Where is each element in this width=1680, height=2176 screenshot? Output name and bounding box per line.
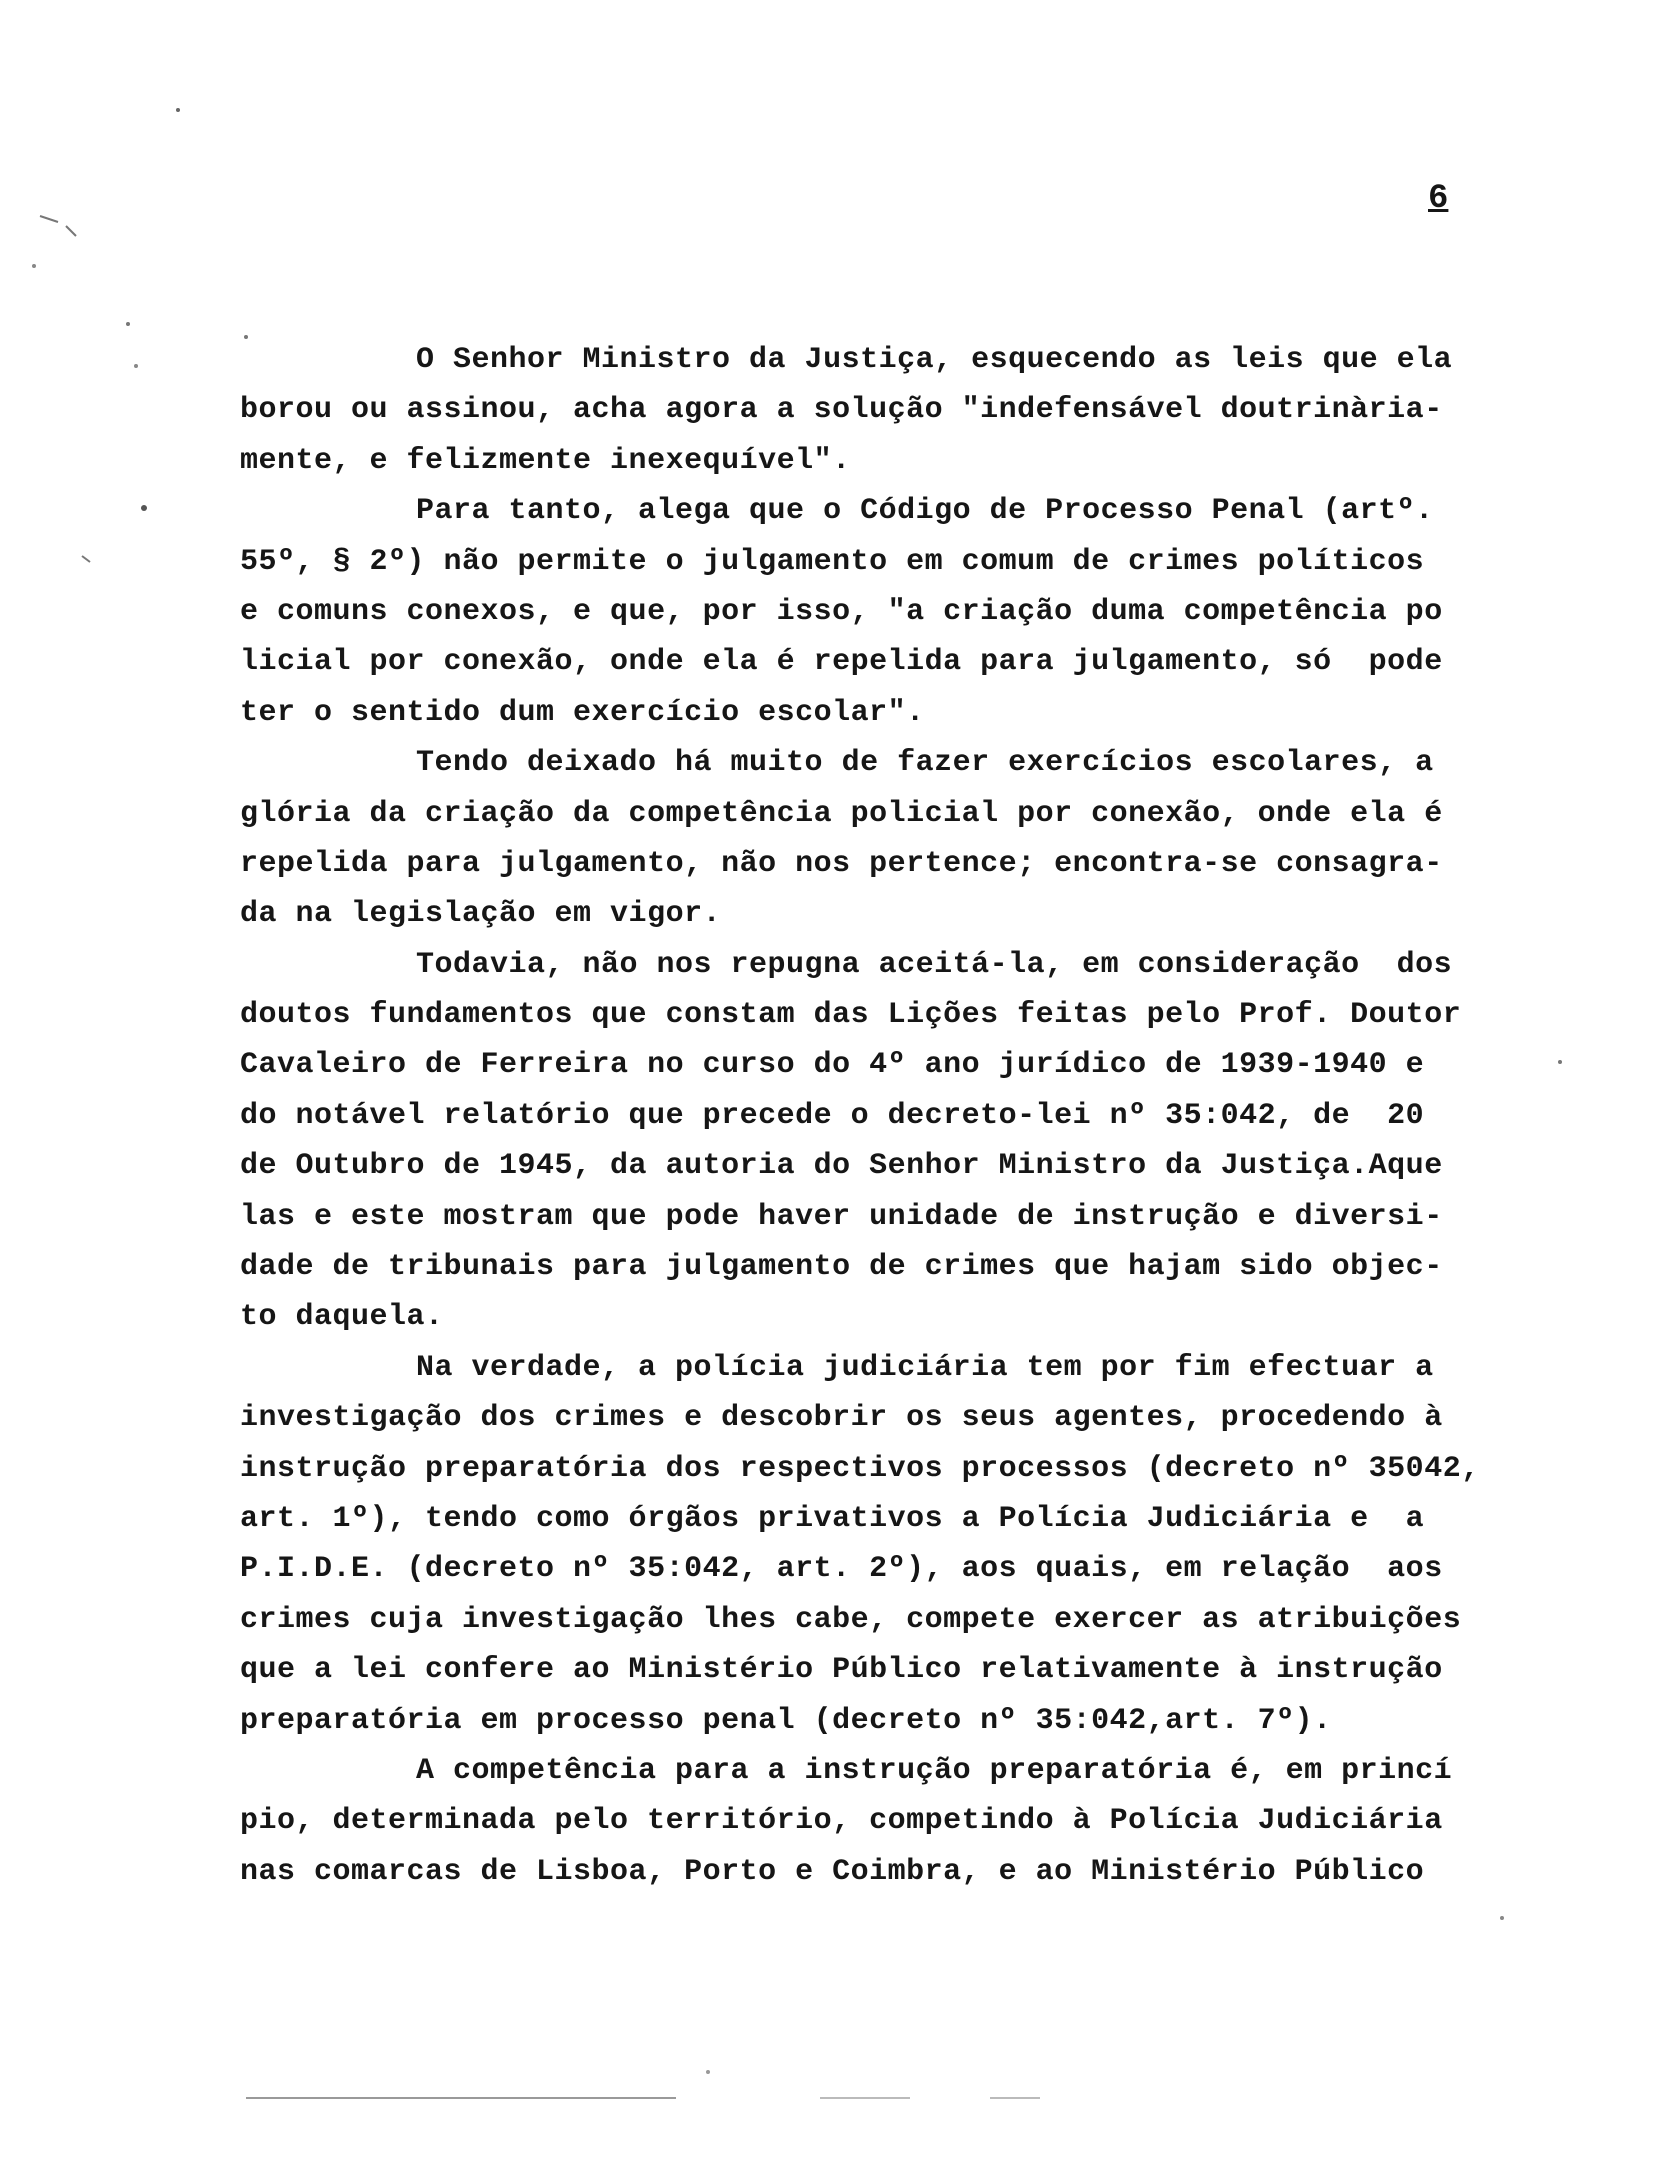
paragraph — [240, 738, 1560, 940]
page-number: 6 — [1428, 180, 1449, 218]
text-line: P.I.D.E. (decreto nº 35:042, art. 2º), aos quais, em relação aos — [240, 1552, 1443, 1587]
text-line: ter o sentido dum exercício escolar". — [240, 695, 925, 730]
scan-speck — [134, 364, 138, 368]
text-line: 55º, § 2º) não permite o julgamento em comum de crimes políticos — [240, 544, 1425, 579]
paragraph — [240, 1746, 1560, 1897]
scan-speck — [126, 322, 130, 326]
text-line: A competência para a instrução preparatória é, em princí — [416, 1753, 1453, 1788]
text-line: e comuns conexos, e que, por isso, "a criação duma competência po — [240, 594, 1443, 629]
text-line: art. 1º), tendo como órgãos privativos a Polícia Judiciária e a — [240, 1501, 1425, 1536]
text-line: las e este mostram que pode haver unidade de instrução e diversi- — [240, 1199, 1443, 1234]
text-line: do notável relatório que precede o decreto-lei nº 35:042, de 20 — [240, 1098, 1425, 1133]
text-line: da na legislação em vigor. — [240, 897, 722, 932]
text-line: O Senhor Ministro da Justiça, esquecendo as leis que ela — [416, 343, 1453, 377]
text-line: Todavia, não nos repugna aceitá-la, em consideração dos — [416, 947, 1453, 982]
text-line: nas comarcas de Lisboa, Porto e Coimbra, e ao Ministério Público — [240, 1854, 1425, 1889]
text-line: Para tanto, alega que o Código de Processo Penal (artº. — [416, 494, 1434, 529]
scan-speck — [176, 108, 180, 112]
text-line: que a lei confere ao Ministério Público relativamente à instrução — [240, 1653, 1443, 1688]
text-line: dade de tribunais para julgamento de crimes que hajam sido objec- — [240, 1250, 1443, 1285]
text-line: to daquela. — [240, 1300, 444, 1335]
paragraph — [240, 486, 1560, 738]
paragraph — [240, 1343, 1560, 1746]
paragraph — [240, 940, 1560, 1343]
scan-rule — [246, 2097, 676, 2099]
text-line: Tendo deixado há muito de fazer exercícios escolares, a — [416, 746, 1434, 781]
scan-speck — [40, 216, 58, 222]
text-line: preparatória em processo penal (decreto nº 35:042,art. 7º). — [240, 1703, 1332, 1738]
text-line: Cavaleiro de Ferreira no curso do 4º ano jurídico de 1939-1940 e — [240, 1048, 1425, 1083]
scan-speck — [32, 264, 36, 268]
text-line: licial por conexão, onde ela é repelida para julgamento, só pode — [240, 645, 1443, 680]
scan-rule — [990, 2097, 1040, 2099]
scan-speck — [1500, 1916, 1504, 1920]
scan-speck — [66, 226, 76, 236]
paragraph — [240, 335, 1560, 486]
text-line: repelida para julgamento, não nos pertence; encontra-se consagra- — [240, 846, 1443, 881]
text-line: mente, e felizmente inexequível". — [240, 443, 851, 478]
text-line: borou ou assinou, acha agora a solução "indefensável doutrinària- — [240, 393, 1443, 428]
text-line: Na verdade, a polícia judiciária tem por fim efectuar a — [416, 1350, 1434, 1385]
text-line: instrução preparatória dos respectivos processos (decreto nº 35042, — [240, 1451, 1480, 1486]
text-line: de Outubro de 1945, da autoria do Senhor Ministro da Justiça.Aque — [240, 1149, 1443, 1184]
scan-rule — [820, 2097, 910, 2099]
scan-speck — [141, 505, 147, 511]
text-line: pio, determinada pelo território, competindo à Polícia Judiciária — [240, 1804, 1443, 1839]
text-line: doutos fundamentos que constam das Lições feitas pelo Prof. Doutor — [240, 998, 1462, 1033]
body-text — [240, 335, 1560, 1897]
text-line: glória da criação da competência policial por conexão, onde ela é — [240, 796, 1443, 831]
text-line: investigação dos crimes e descobrir os seus agentes, procedendo à — [240, 1401, 1443, 1436]
text-line: crimes cuja investigação lhes cabe, compete exercer as atribuições — [240, 1602, 1462, 1637]
scan-speck — [82, 556, 90, 562]
scan-speck — [706, 2070, 710, 2074]
